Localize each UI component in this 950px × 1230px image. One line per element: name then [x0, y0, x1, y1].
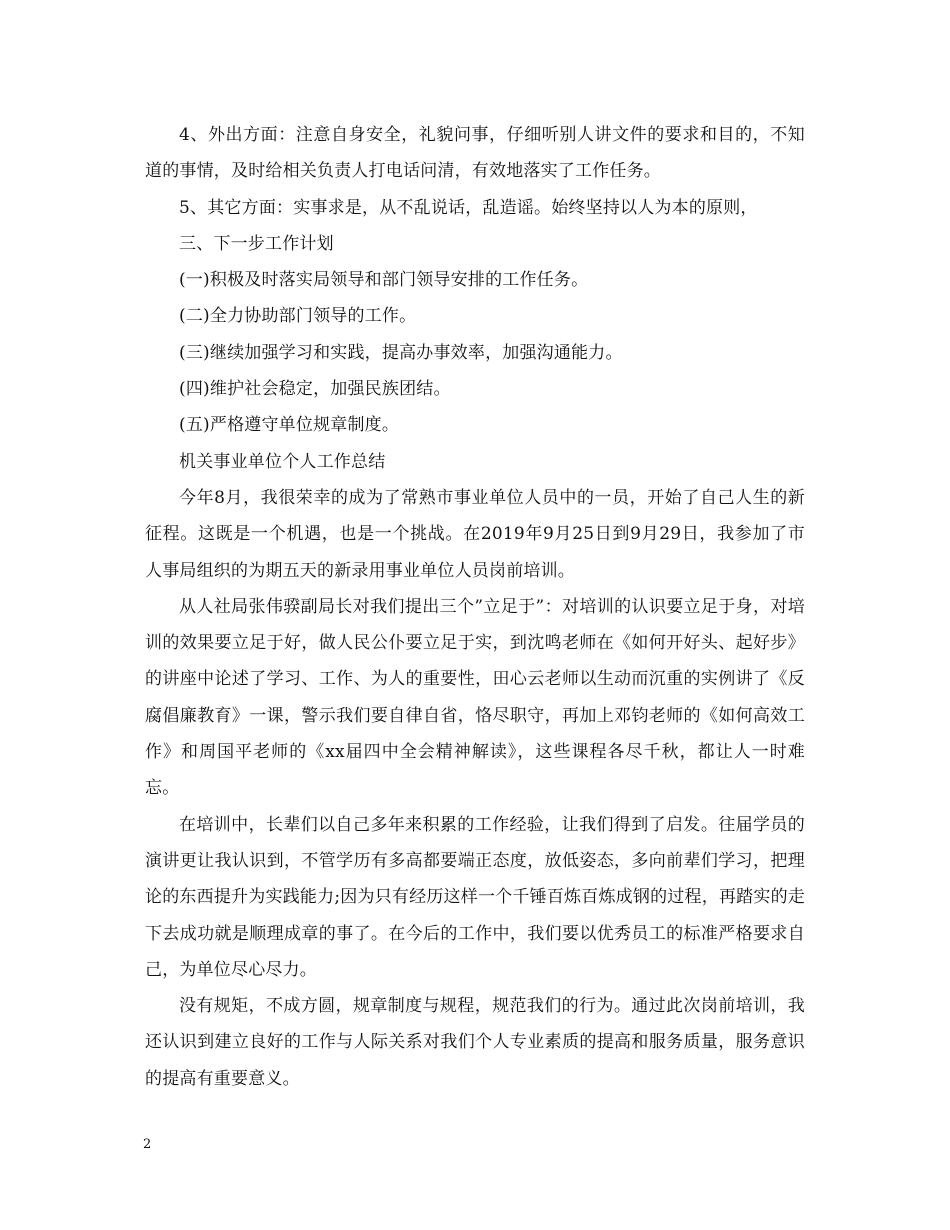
paragraph-outing: 4、外出方面：注意自身安全，礼貌问事，仔细听别人讲文件的要求和目的，不知道的事情，及时给相关负责人打电话问清，有效地落实了工作任务。 — [145, 125, 805, 182]
plan-item-5: (五)严格遵守单位规章制度。 — [179, 415, 400, 436]
plan-item-1: (一)积极及时落实局领导和部门领导安排的工作任务。 — [179, 270, 589, 291]
paragraph-other-aspects: 5、其它方面：实事求是，从不乱说话，乱造谣。始终坚持以人为本的原则， — [179, 197, 758, 218]
document-body — [145, 117, 805, 1097]
plan-item-4: (四)维护社会稳定，加强民族团结。 — [179, 379, 451, 400]
plan-item-3: (三)继续加强学习和实践，提高办事效率，加强沟通能力。 — [179, 342, 623, 363]
paragraph-rules: 没有规矩，不成方圆，规章制度与规程，规范我们的行为。通过此次岗前培训，我还认识到建立良好的工作与人际关系对我们个人专业素质的提高和服务质量，服务意识的提高有重要意义。 — [145, 996, 805, 1089]
paragraph-intro: 今年8月，我很荣幸的成为了常熟市事业单位人员中的一员，开始了自己人生的新征程。这既是一个机遇，也是一个挑战。在2019年9月25日到9月29日，我参加了市人事局组织的为期五天的新录用事业单位人员岗前培训。 — [145, 487, 805, 581]
plan-item-2: (二)全力协助部门领导的工作。 — [179, 306, 417, 327]
article-title: 机关事业单位个人工作总结 — [179, 451, 386, 472]
page-number: 2 — [143, 1137, 152, 1152]
paragraph-training-insights: 在培训中，长辈们以自己多年来积累的工作经验，让我们得到了启发。往届学员的演讲更让我认识到，不管学历有多高都要端正态度，放低姿态，多向前辈们学习，把理论的东西提升为实践能力;因为只有经历这样一个千锤百炼百炼成钢的过程，再踏实的走下去成功就是顺理成章的事了。在今后的工作中，我们要以优秀员工的标准严格要求自己，为单位尽心尽力。 — [145, 814, 805, 980]
section-heading-next-plan: 三、下一步工作计划 — [179, 233, 334, 254]
paragraph-courses: 从人社局张伟骙副局长对我们提出三个”立足于”：对培训的认识要立足于身，对培训的效果要立足于好，做人民公仆要立足于实，到沈鸣老师在《如何开好头、起好步》的讲座中论述了学习、工作、为人的重要性，田心云老师以生动而沉重的实例讲了《反腐倡廉教育》一课，警示我们要自律自省，恪尽职守，再加上邓钧老师的《如何高效工作》和周国平老师的《xx届四中全会精神解读》，这些课程各尽千秋，都让人一时难忘。 — [145, 596, 805, 799]
